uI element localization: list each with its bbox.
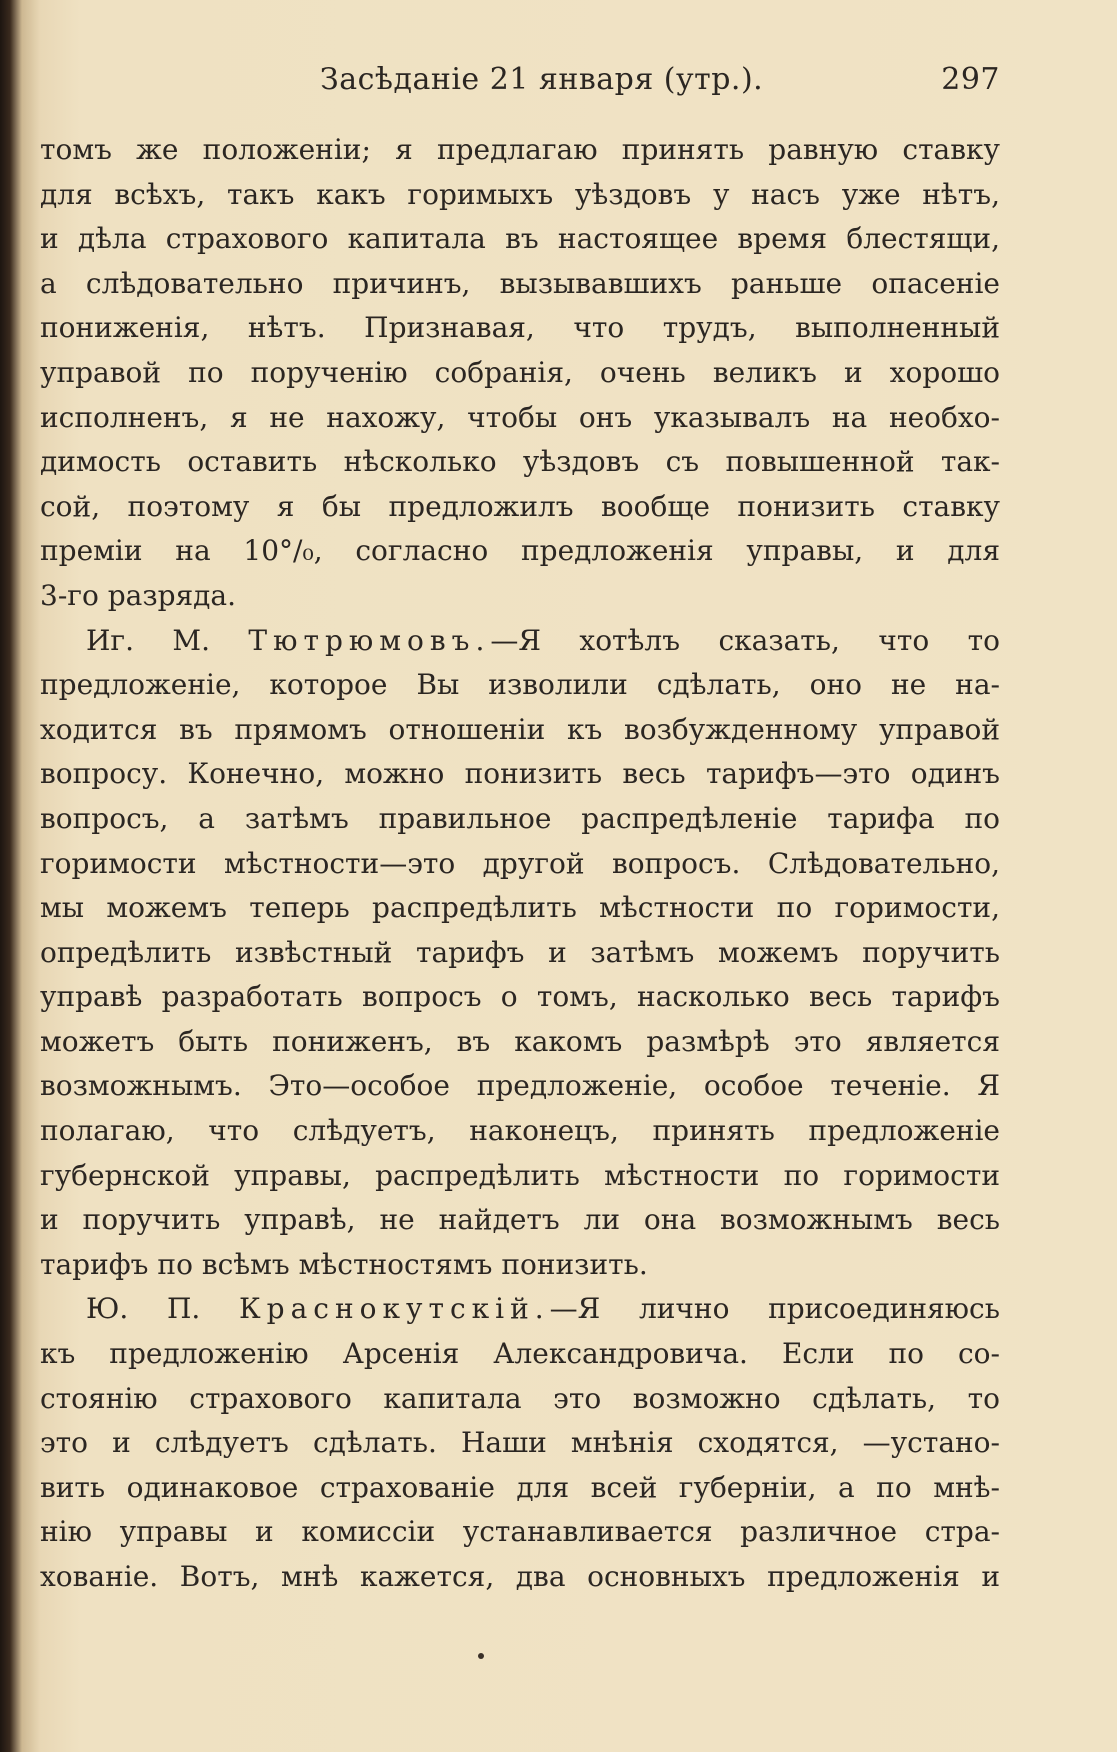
speech-first-line: [40, 619, 1000, 664]
text-line: губернской управы, распредѣлить мѣстности по горимости: [40, 1158, 1000, 1192]
text-line: и дѣла страхового капитала въ настоящее время блестящи,: [40, 222, 1000, 256]
text-line: исполненъ, я не нахожу, чтобы онъ указывалъ на необхо-: [40, 400, 1000, 434]
text-line: предложеніе, которое Вы изволили сдѣлать, оно не на-: [40, 668, 1000, 702]
text-line: нію управы и комиссіи устанавливается различное стра-: [40, 1515, 1000, 1549]
speech-first-line: [40, 1287, 1000, 1332]
text-line: пониженія, нѣтъ. Признавая, что трудъ, выполненный: [40, 311, 1000, 345]
speech-text: —Я лично присоединяюсь: [549, 1292, 1000, 1326]
text-line: это и слѣдуетъ сдѣлать. Наши мнѣнія сходятся, —устано-: [40, 1426, 1000, 1460]
text-line: вопросу. Конечно, можно понизить весь тарифъ—это одинъ: [40, 757, 1000, 791]
text-line: а слѣдовательно причинъ, вызывавшихъ раньше опасеніе: [40, 266, 1000, 300]
text-line: преміи на 10°/₀, согласно предложенія управы, и для: [40, 534, 1000, 568]
text-line: управѣ разработать вопросъ о томъ, насколько весь тарифъ: [40, 980, 1000, 1014]
text-line: управой по порученію собранія, очень великъ и хорошо: [40, 355, 1000, 389]
speaker-name: Краснокутскій.: [239, 1292, 550, 1326]
text-line: можетъ быть пониженъ, въ какомъ размѣрѣ это является: [40, 1024, 1000, 1058]
text-line: горимости мѣстности—это другой вопросъ. Слѣдовательно,: [40, 846, 1000, 880]
page-number: 297: [941, 62, 1000, 97]
running-header: [40, 62, 1000, 112]
text-line: и поручить управѣ, не найдетъ ли она возможнымъ весь: [40, 1203, 1000, 1237]
page-speck: [478, 1653, 484, 1659]
text-line: 3-го разряда.: [40, 578, 237, 612]
text-line: сой, поэтому я бы предложилъ вообще понизить ставку: [40, 489, 1000, 523]
text-line: вить одинаковое страхованіе для всей губерніи, а по мнѣ-: [40, 1470, 1000, 1504]
speaker-initials: Ю. П.: [86, 1292, 201, 1326]
text-line: къ предложенію Арсенія Александровича. Если по со-: [40, 1337, 1000, 1371]
text-line: стоянію страхового капитала это возможно сдѣлать, то: [40, 1381, 1000, 1415]
text-line: мы можемъ теперь распредѣлить мѣстности по горимости,: [40, 891, 1000, 925]
speech-text: —Я хотѣлъ сказать, что то: [490, 623, 1000, 657]
text-line: томъ же положеніи; я предлагаю принять равную ставку: [40, 133, 1000, 166]
text-line: димость оставить нѣсколько уѣздовъ съ повышенной так-: [40, 445, 1000, 479]
text-line: возможнымъ. Это—особое предложеніе, особое теченіе. Я: [40, 1069, 1000, 1103]
text-line: вопросъ, а затѣмъ правильное распредѣленіе тарифа по: [40, 801, 1000, 835]
header-title: Засѣданіе 21 января (утр.).: [320, 62, 764, 97]
text-line: полагаю, что слѣдуетъ, наконецъ, принять предложеніе: [40, 1114, 1000, 1148]
text-line: опредѣлить извѣстный тарифъ и затѣмъ можемъ поручить: [40, 935, 1000, 969]
text-line: тарифъ по всѣмъ мѣстностямъ понизить.: [40, 1247, 648, 1281]
speaker-initials: Иг. М.: [86, 623, 210, 657]
body-text: [40, 128, 1000, 1600]
text-line: хованіе. Вотъ, мнѣ кажется, два основныхъ предложенія и: [40, 1560, 1000, 1593]
speaker-name: Тютрюмовъ.: [248, 623, 491, 657]
text-line: ходится въ прямомъ отношеніи къ возбужденному управой: [40, 712, 1000, 746]
text-line: для всѣхъ, такъ какъ горимыхъ уѣздовъ у насъ уже нѣтъ,: [40, 177, 1000, 211]
